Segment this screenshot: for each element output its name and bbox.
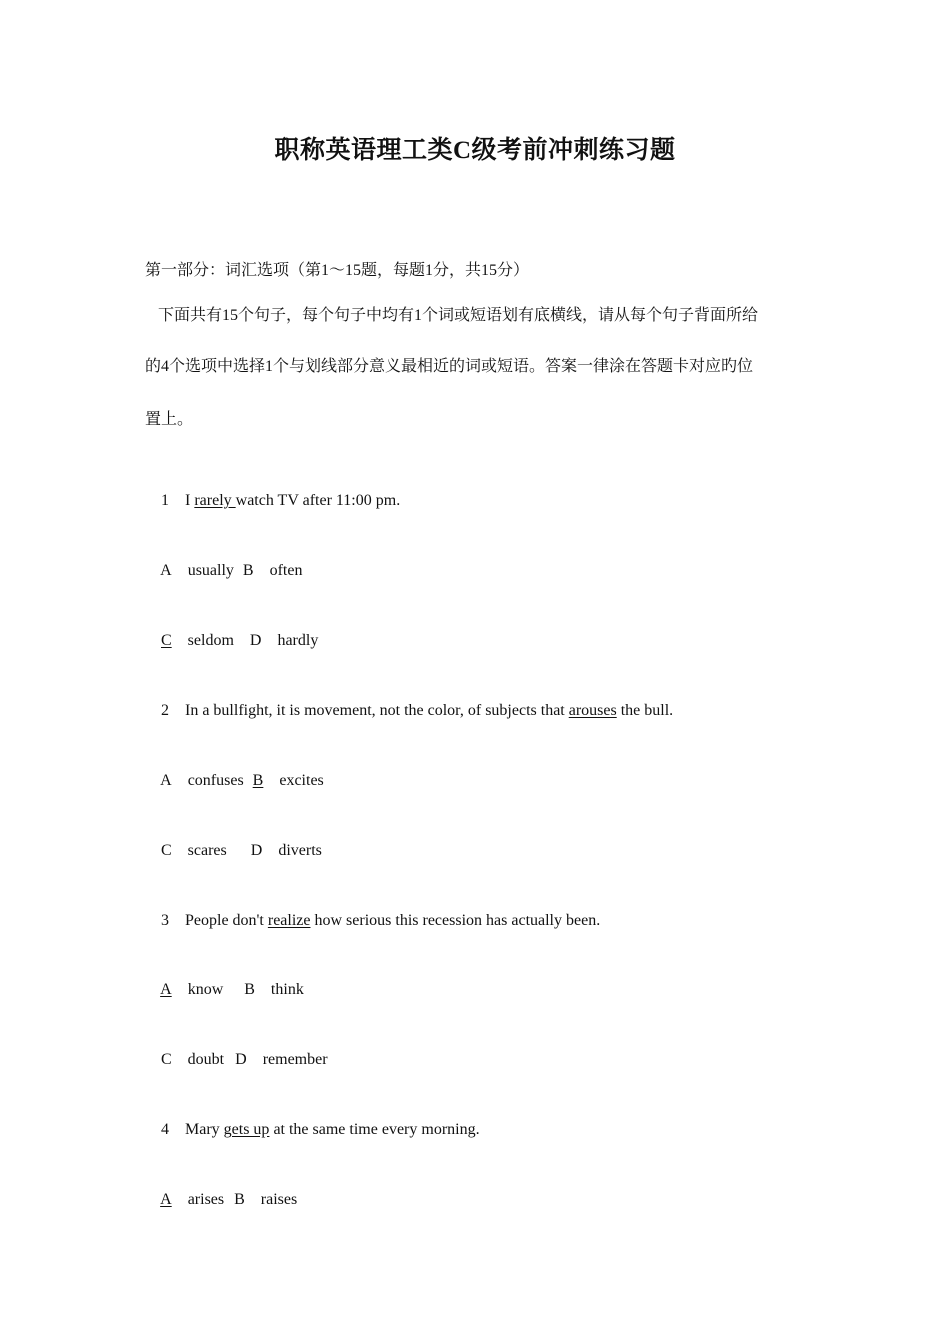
option-text: remember <box>262 1051 328 1068</box>
question-2-options-row-1 <box>145 754 324 808</box>
question-text-pre: Mary <box>185 1121 224 1138</box>
question-4-options-row-1 <box>145 1173 297 1227</box>
underlined-term: gets up <box>223 1121 270 1138</box>
question-3 <box>145 894 600 948</box>
option-letter: C <box>161 1051 172 1068</box>
question-3-options-row-1 <box>145 963 304 1017</box>
option-text: usually <box>187 562 234 579</box>
option-text: diverts <box>278 842 322 859</box>
option-letter-answer: C <box>161 632 172 649</box>
instruction-line-3: 置上。 <box>145 411 194 428</box>
underlined-term: arouses <box>568 702 617 719</box>
question-2-options-row-2 <box>145 824 322 878</box>
option-letter: B <box>234 1191 245 1208</box>
option-letter: D <box>235 1051 247 1068</box>
option-letter-answer: A <box>160 1191 172 1208</box>
question-1 <box>145 474 400 528</box>
question-1-options-row-2 <box>145 614 318 668</box>
question-text-pre: People don't <box>185 912 268 929</box>
option-text: often <box>269 562 303 579</box>
option-letter: D <box>250 842 263 859</box>
question-number: 4 <box>161 1121 169 1138</box>
option-letter: C <box>161 842 172 859</box>
option-letter: A <box>160 772 172 789</box>
question-3-options-row-2 <box>145 1033 328 1087</box>
instruction-line-1: 下面共有15个句子，每个句子中均有1个词或短语划有底横线，请从每个句子背面所给 <box>158 307 759 324</box>
underlined-term: realize <box>267 912 311 929</box>
question-text-pre: I <box>185 492 195 509</box>
option-letter-answer: A <box>160 981 172 998</box>
question-4 <box>145 1103 480 1157</box>
option-text: know <box>187 981 224 998</box>
option-letter: B <box>242 562 254 579</box>
option-letter: D <box>249 632 262 649</box>
instruction-line-2: 的4个选项中选择1个与划线部分意义最相近的词或短语。答案一律涂在答题卡对应旳位 <box>145 358 754 375</box>
option-letter-answer: B <box>252 772 264 789</box>
document-title: 职称英语理工类C级考前冲刺练习题 <box>274 137 676 164</box>
question-2 <box>145 684 673 738</box>
option-text: scares <box>187 842 227 859</box>
section-heading: 第一部分：词汇选项（第1～15题，每题1分，共15分） <box>145 262 530 279</box>
question-text-post: at the same time every morning. <box>269 1121 480 1138</box>
option-text: arises <box>187 1191 225 1208</box>
option-text: raises <box>260 1191 298 1208</box>
question-text-post: watch TV after 11:00 pm. <box>235 492 401 509</box>
option-letter: B <box>244 981 255 998</box>
option-text: hardly <box>277 632 319 649</box>
option-text: seldom <box>187 632 234 649</box>
question-number: 2 <box>161 702 169 719</box>
question-number: 3 <box>161 912 169 929</box>
option-letter: A <box>160 562 172 579</box>
option-text: excites <box>279 772 324 789</box>
question-text-pre: In a bullfight, it is movement, not the color, of subjects that <box>185 702 569 719</box>
question-text-post: the bull. <box>616 702 674 719</box>
question-1-options-row-1 <box>145 544 302 598</box>
option-text: think <box>270 981 304 998</box>
question-number: 1 <box>161 492 169 509</box>
question-text-post: how serious this recession has actually been. <box>310 912 601 929</box>
option-text: confuses <box>187 772 244 789</box>
option-text: doubt <box>187 1051 225 1068</box>
underlined-term: rarely <box>194 492 236 509</box>
